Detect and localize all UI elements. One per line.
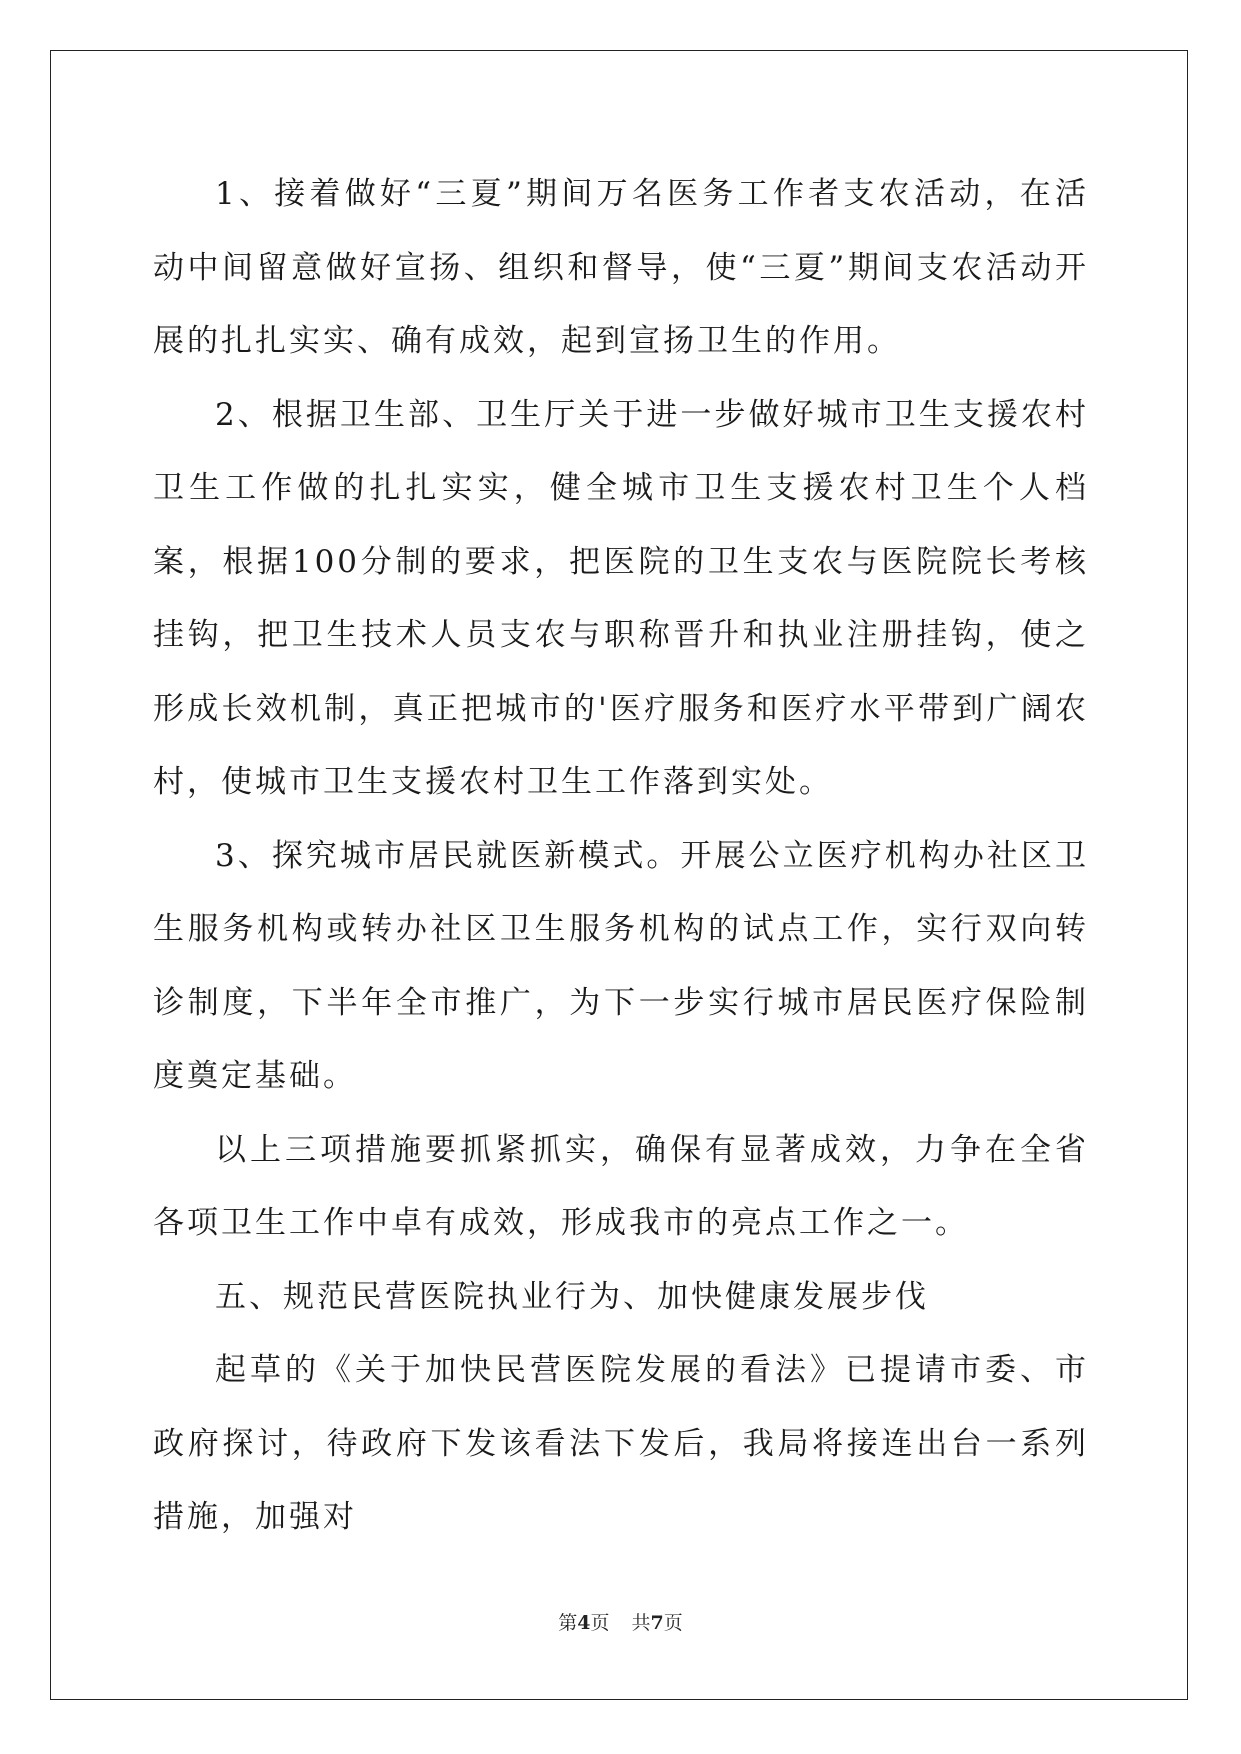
total-pages-number: 7 <box>650 1612 664 1634</box>
footer-total-prefix: 共 <box>631 1612 651 1634</box>
paragraph-1: 1、接着做好“三夏”期间万名医务工作者支农活动，在活动中间留意做好宣扬、组织和督导，使“三夏”期间支农活动开展的扎扎实实、确有成效，起到宣扬卫生的作用。 <box>153 176 1089 359</box>
document-body <box>153 158 1089 1555</box>
footer-total-suffix: 页 <box>663 1612 683 1634</box>
paragraph-4: 以上三项措施要抓紧抓实，确保有显著成效，力争在全省各项卫生工作中卓有成效，形成我市的亮点工作之一。 <box>153 1131 1089 1241</box>
page-footer <box>0 1608 1241 1635</box>
paragraph-6: 起草的《关于加快民营医院发展的看法》已提请市委、市政府探讨，待政府下发该看法下发后，我局将接连出台一系列措施，加强对 <box>153 1352 1089 1535</box>
section-heading-5: 五、规范民营医院执业行为、加快健康发展步伐 <box>215 1278 929 1315</box>
current-page-number: 4 <box>577 1612 591 1634</box>
footer-prefix: 第 <box>558 1612 578 1634</box>
paragraph-2: 2、根据卫生部、卫生厅关于进一步做好城市卫生支援农村卫生工作做的扎扎实实，健全城市卫生支援农村卫生个人档案，根据100分制的要求，把医院的卫生支农与医院院长考核挂钩，把卫生技术人员支农与职称晋升和执业注册挂钩，使之形成长效机制，真正把城市的'医疗服务和医疗水平带到广阔农村，使城市卫生支援农村卫生工作落到实处。 <box>153 396 1089 800</box>
paragraph-3: 3、探究城市居民就医新模式。开展公立医疗机构办社区卫生服务机构或转办社区卫生服务机构的试点工作，实行双向转诊制度，下半年全市推广，为下一步实行城市居民医疗保险制度奠定基础。 <box>153 837 1089 1094</box>
footer-page-suffix: 页 <box>590 1612 610 1634</box>
